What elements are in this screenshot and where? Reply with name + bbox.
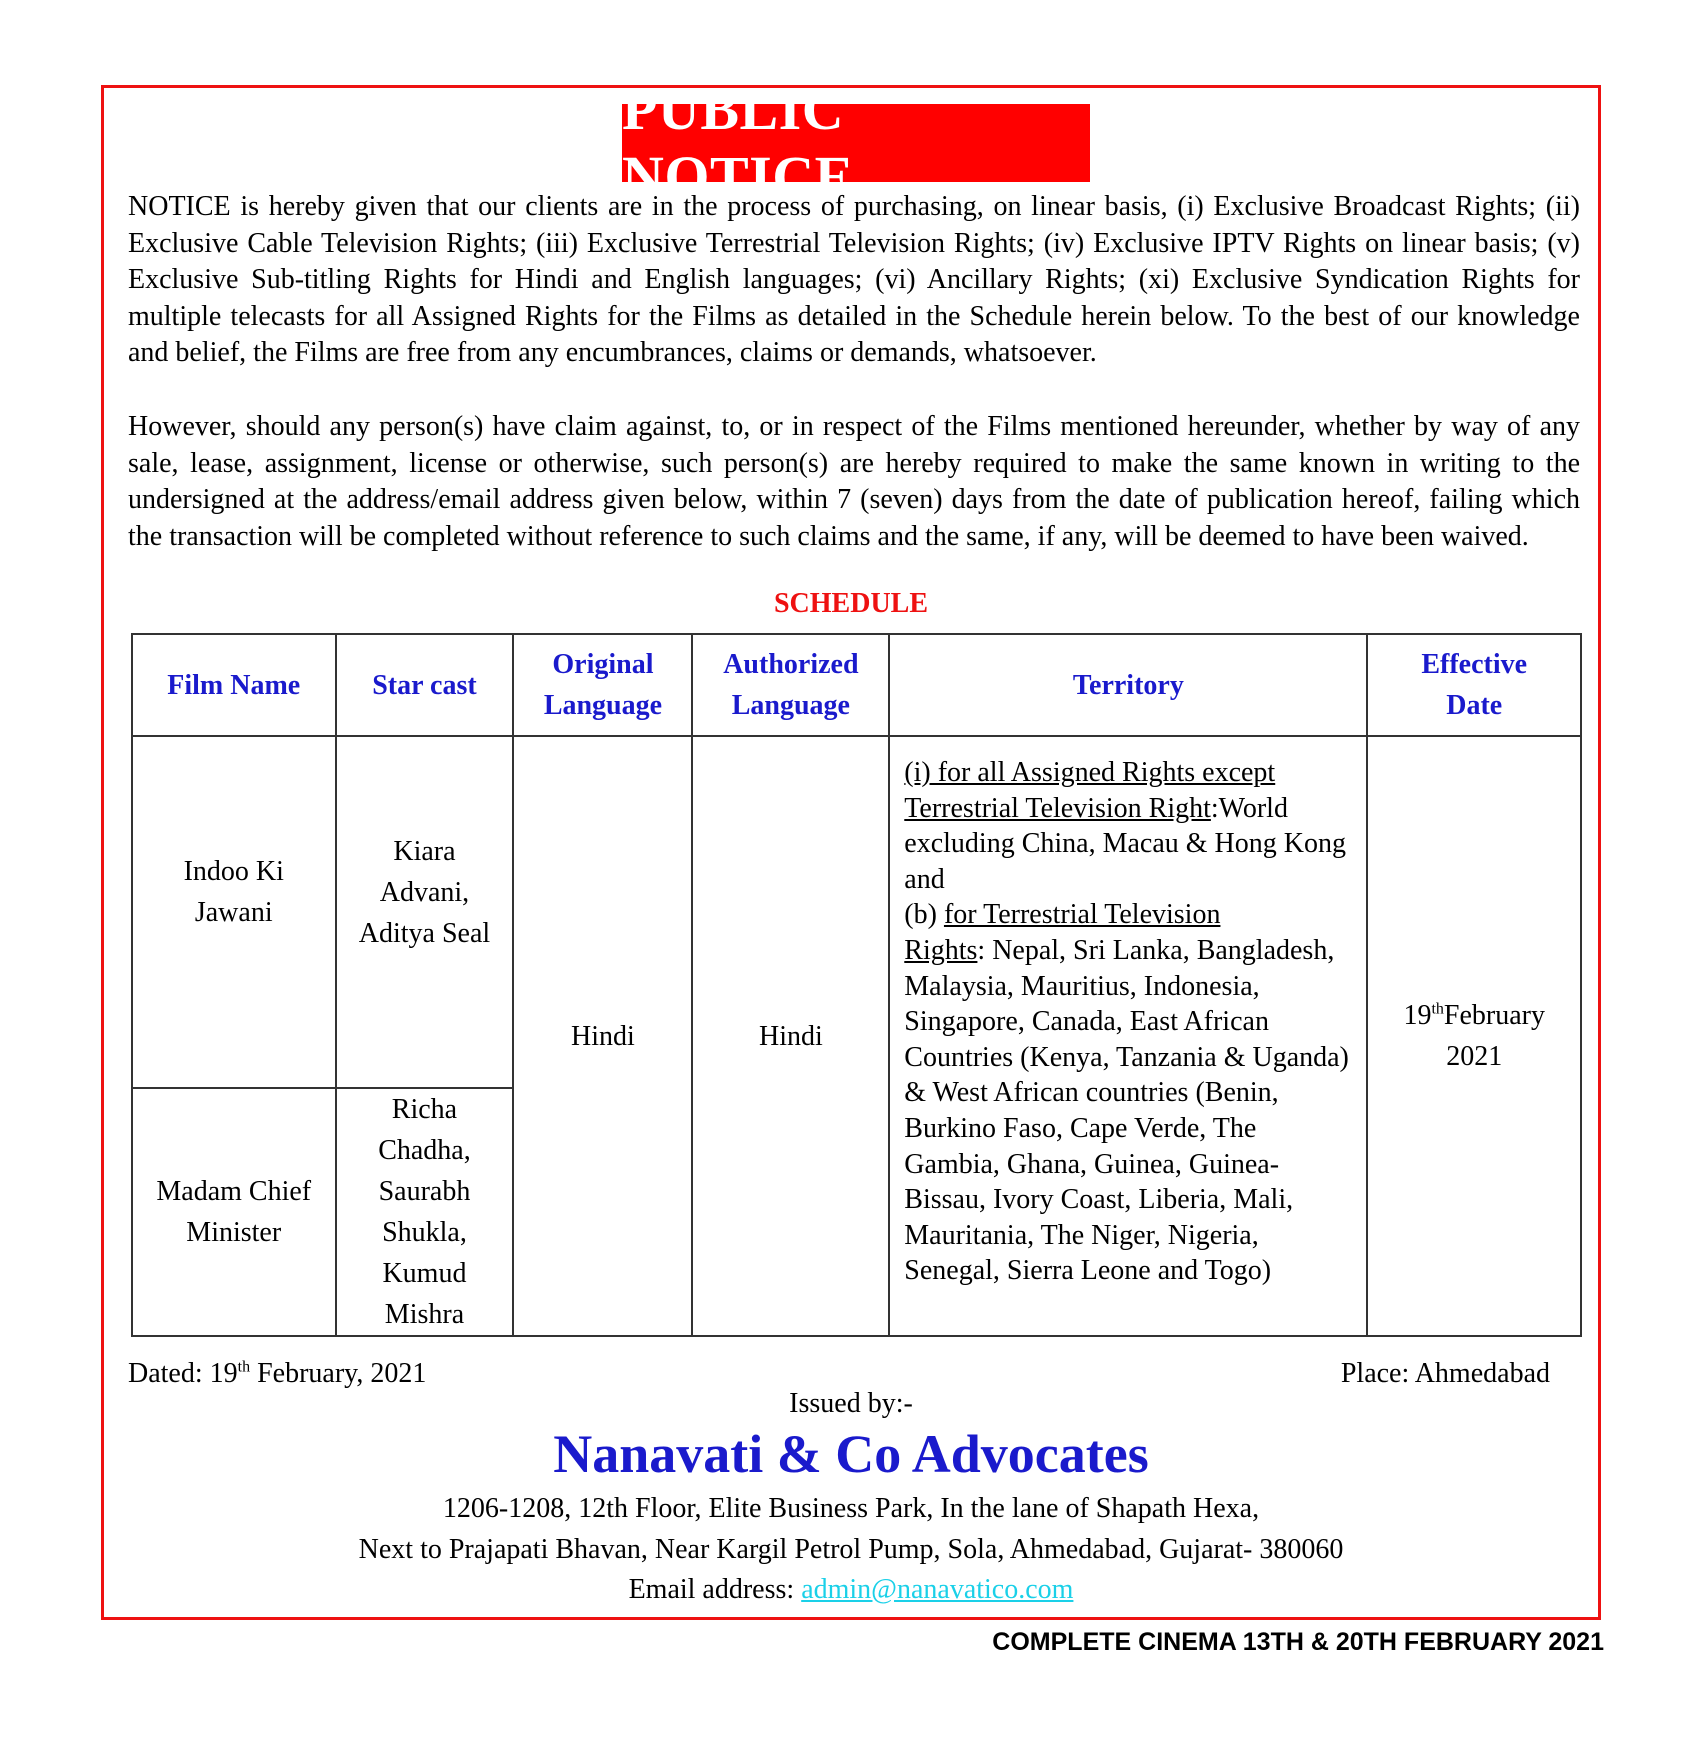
firm-name: Nanavati & Co Advocates [553, 1424, 1149, 1484]
notice-frame [101, 77, 1601, 1620]
email-line [104, 1574, 1598, 1606]
notice-title: PUBLIC NOTICE [622, 104, 1090, 182]
issued-by: Issued by:- [789, 1388, 913, 1419]
header-territory: Territory [889, 634, 1367, 736]
header-star-cast: Star cast [336, 634, 514, 736]
publication-footer: COMPLETE CINEMA 13TH & 20TH FEBRUARY 2021 [992, 1628, 1604, 1656]
schedule-heading: SCHEDULE [773, 588, 929, 619]
notice-paragraph-2: However, should any person(s) have claim against, to, or in respect of the Films mentioned hereunder, whether by way of any sale, lease, assignment, license or otherwise, such person(s) are hereby required to make the same known in writing to the undersigned at the address/email address given below, within 7 (seven) days from the date of publication hereof, failing which the transaction will be completed without reference to such claims and the same, if any, will be deemed to have been waived. [128, 411, 1580, 552]
header-effective-date: Effective Date [1367, 634, 1581, 736]
star-cast-cell: Kiara Advani, Aditya Seal [336, 736, 514, 1088]
address-line-2: Next to Prajapati Bhavan, Near Kargil Petrol Pump, Sola, Ahmedabad, Gujarat- 380060 [358, 1534, 1344, 1565]
territory-cell: (i) for all Assigned Rights except Terrestrial Television Right:World excluding China, Macau & Hong Kong and (b) for Terrestrial Television Rights: Nepal, Sri Lanka, Bangladesh, Malaysia, Mauritius, Indonesia, Singapore, Canada, East African Countries (Kenya, Tanzania & Uganda) & West African countries (Benin, Burkino Faso, Cape Verde, The Gambia, Ghana, Guinea, Guinea- Bissau, Ivory Coast, Liberia, Mali, Mauritania, The Niger, Nigeria, Senegal, Sierra Leone and Togo) [889, 736, 1367, 1336]
dated-line: Dated: 19th February, 2021 [128, 1358, 427, 1389]
original-language-cell: Hindi [513, 736, 692, 1336]
schedule-table [131, 633, 1582, 1337]
notice-paragraph-1: NOTICE is hereby given that our clients are in the process of purchasing, on linear basis, (i) Exclusive Broadcast Rights; (ii) Exclusive Cable Television Rights; (iii) Exclusive Terrestrial Television Rights; (iv) Exclusive IPTV Rights on linear basis; (v) Exclusive Sub-titling Rights for Hindi and English languages; (vi) Ancillary Rights; (xi) Exclusive Syndication Rights for multiple telecasts for all Assigned Rights for the Films as detailed in the Schedule herein below. To the best of our knowledge and belief, the Films are free from any encumbrances, claims or demands, whatsoever. [128, 191, 1580, 369]
film-name-cell: Madam Chief Minister [132, 1088, 336, 1336]
header-film-name: Film Name [132, 634, 336, 736]
film-name-cell: Indoo Ki Jawani [132, 736, 336, 1088]
header-original-language: Original Language [513, 634, 692, 736]
address-line-1: 1206-1208, 12th Floor, Elite Business Park, In the lane of Shapath Hexa, [442, 1493, 1260, 1524]
place-line: Place: Ahmedabad [1340, 1358, 1550, 1389]
effective-date-cell: 19thFebruary 2021 [1367, 736, 1581, 1336]
email-label: Email address: [628, 1574, 802, 1605]
header-authorized-language: Authorized Language [692, 634, 889, 736]
table-header-row [132, 634, 1581, 736]
star-cast-cell: Richa Chadha, Saurabh Shukla, Kumud Mishra [336, 1088, 514, 1336]
authorized-language-cell: Hindi [692, 736, 889, 1336]
table-row [132, 736, 1581, 1088]
email-link[interactable]: admin@nanavatico.com [801, 1574, 1074, 1605]
